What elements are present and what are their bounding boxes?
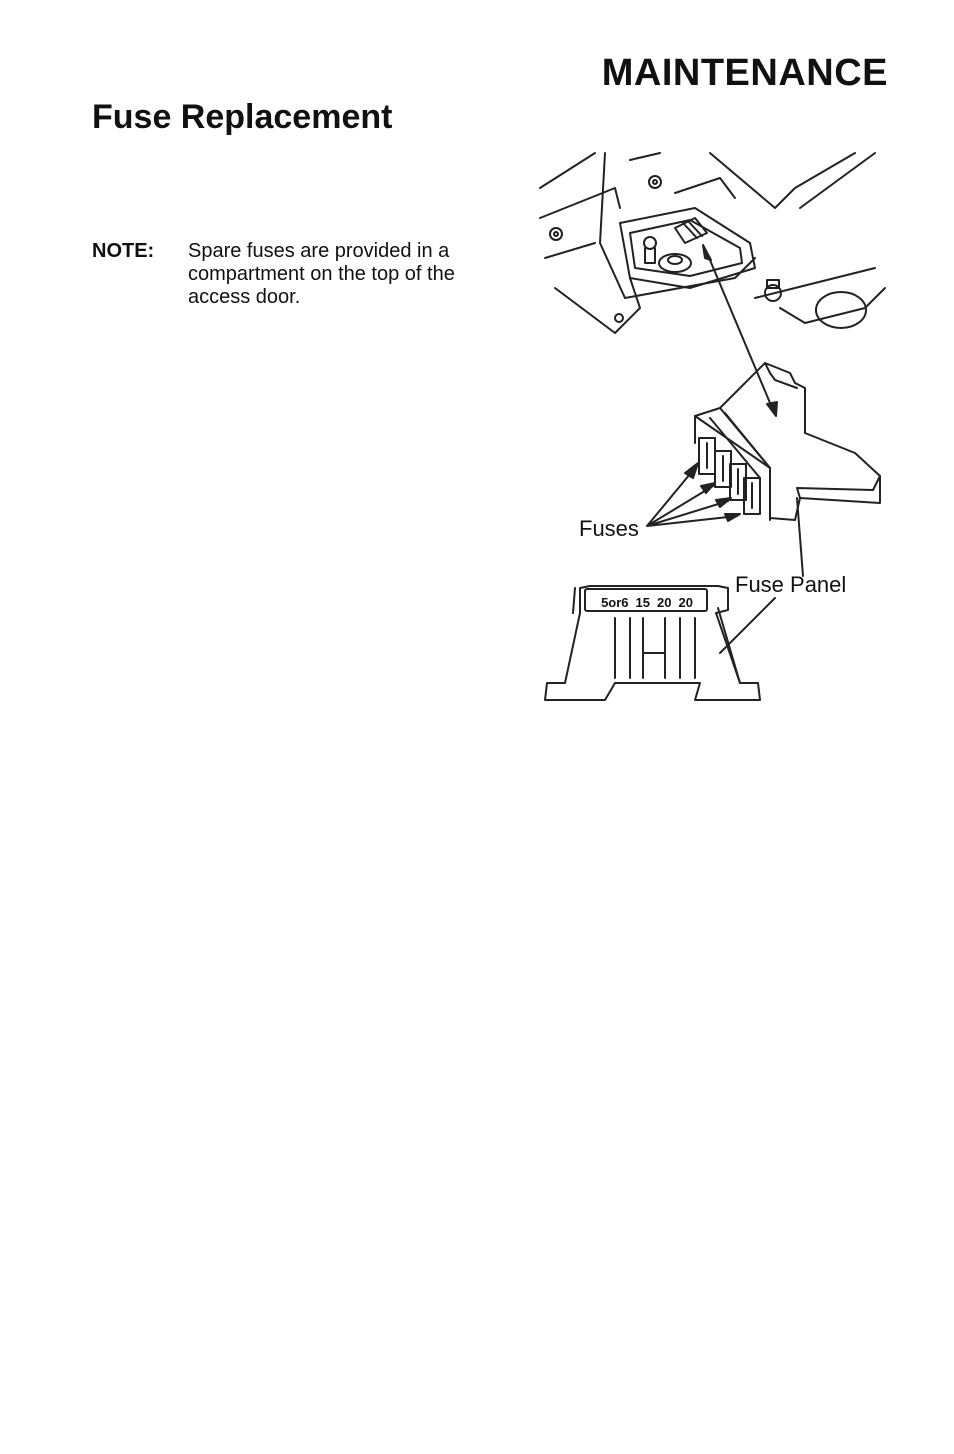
note-text: Spare fuses are provided in a compartment on the top of the access door. — [188, 240, 455, 308]
fuse-ratings-label — [591, 591, 703, 613]
fuses-callout: Fuses — [579, 516, 639, 541]
fuse-rating-3: 20 — [657, 594, 672, 610]
fuse-rating-1: 5or6 — [601, 594, 629, 610]
fuse-panel-callout: Fuse Panel — [735, 572, 847, 597]
note-label: NOTE: — [92, 240, 155, 262]
illustration-drawing — [535, 148, 895, 713]
fuse-rating-2: 15 — [635, 594, 650, 610]
page-heading: Fuse Replacement — [92, 98, 393, 136]
section-title: MAINTENANCE — [601, 52, 888, 94]
fuse-rating-4: 20 — [678, 594, 693, 610]
fuse-panel-illustration — [535, 148, 895, 713]
